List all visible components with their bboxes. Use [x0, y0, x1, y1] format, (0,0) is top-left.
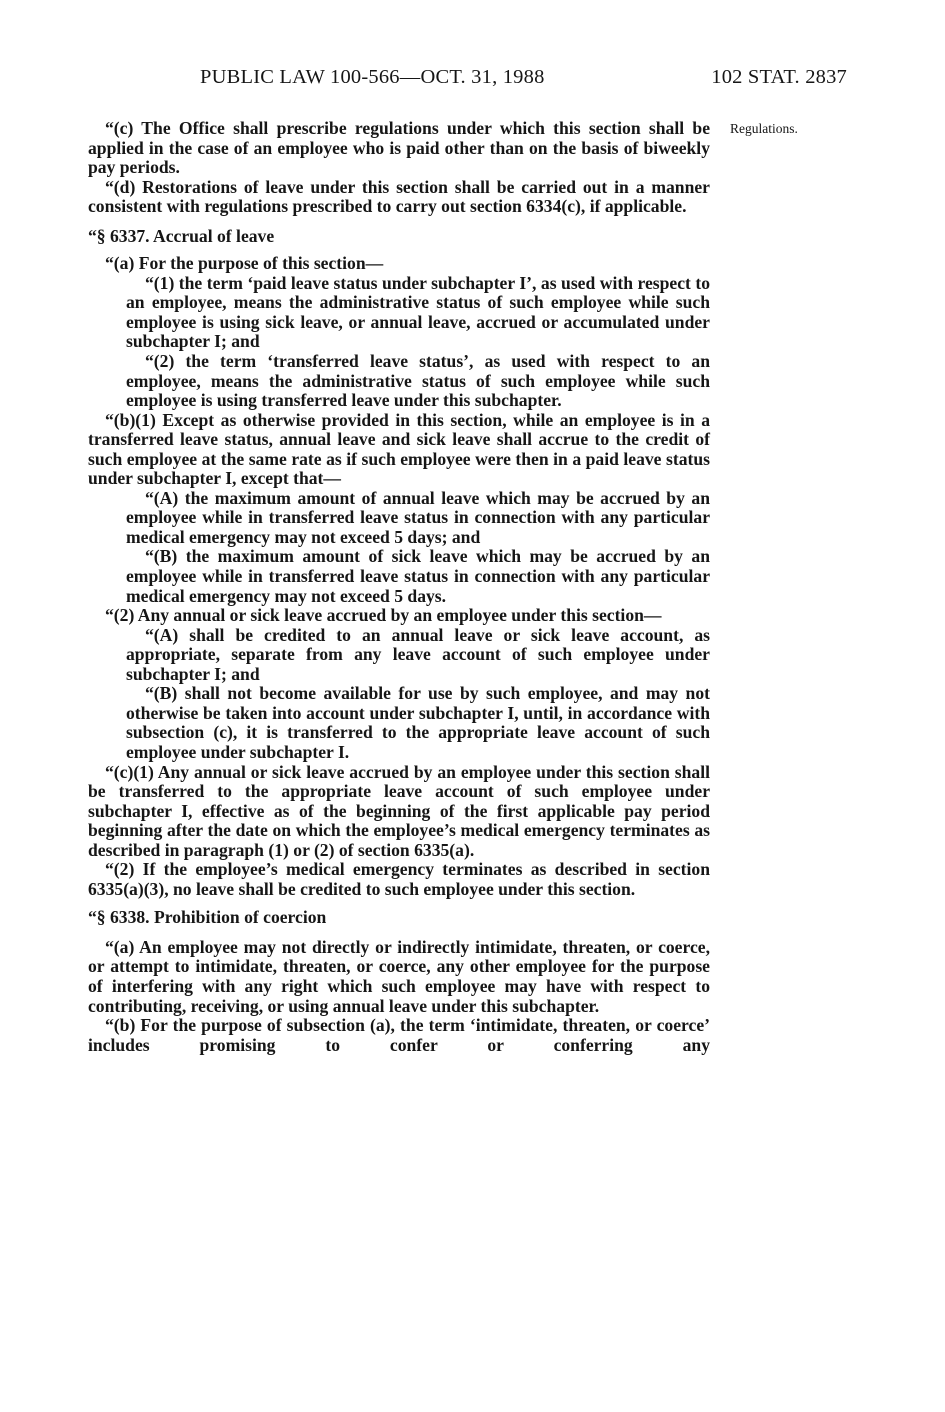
paragraph-6338-b: “(b) For the purpose of subsection (a), the term ‘intimidate, threaten, or coerce’ includes promising to confer or conferring any	[88, 1015, 710, 1055]
document-body	[88, 119, 710, 1055]
margin-note: Regulations.	[730, 121, 798, 136]
section-6337-heading: “§ 6337. Accrual of leave	[88, 225, 275, 246]
paragraph-c: “(c) The Office shall prescribe regulations under which this section shall be applied in the case of an employee who is paid other than on the basis of biweekly pay periods.	[88, 118, 710, 178]
paragraph-6337-b2: “(2) Any annual or sick leave accrued by an employee under this section—	[105, 605, 662, 626]
paragraph-d: “(d) Restorations of leave under this section shall be carried out in a manner consistent with regulations prescribed to carry out section 6334(c), if applicable.	[88, 176, 710, 217]
paragraph-6337-b1: “(b)(1) Except as otherwise provided in this section, while an employee is in a transferred leave status, annual leave and sick leave shall accrue to the credit of such employee at the same rate as if such employee were then in a paid leave status under subchapter I, except that—	[88, 409, 710, 489]
running-header-title: PUBLIC LAW 100-566—OCT. 31, 1988	[200, 66, 545, 88]
paragraph-6337-b1A: “(A) the maximum amount of annual leave which may be accrued by an employee while in transferred leave status in connection with any particular medical emergency may not exceed 5 days; and	[126, 487, 710, 547]
paragraph-6337-c1: “(c)(1) Any annual or sick leave accrued by an employee under this section shall be transferred to the appropriate leave account of such employee under subchapter I, effective as of the beginning of the first applicable pay period beginning after the date on which the employee’s medical emergency terminates as described in paragraph (1) or (2) of section 6335(a).	[88, 761, 710, 860]
paragraph-6337-a1: “(1) the term ‘paid leave status under subchapter I’, as used with respect to an employee, means the administrative status of such employee while such employee is using sick leave, or annual leave, accrued or accumulated under subchapter I; and	[126, 272, 710, 352]
paragraph-6338-a: “(a) An employee may not directly or indirectly intimidate, threaten, or coerce, or attempt to intimidate, threaten, or coerce, any other employee for the purpose of interfering with any right which such employee may have with respect to contributing, receiving, or using annual leave under this subchapter.	[88, 936, 710, 1016]
paragraph-6337-c2: “(2) If the employee’s medical emergency terminates as described in section 6335(a)(3), no leave shall be credited to such employee under this section.	[88, 859, 710, 899]
paragraph-6337-b1B: “(B) the maximum amount of sick leave which may be accrued by an employee while in transferred leave status in connection with any particular medical emergency may not exceed 5 days.	[126, 546, 710, 606]
running-header-page: 102 STAT. 2837	[711, 66, 847, 88]
paragraph-6337-b2A: “(A) shall be credited to an annual leave or sick leave account, as appropriate, separate from any leave account of such employee under subchapter I; and	[126, 624, 710, 684]
paragraph-6337-a: “(a) For the purpose of this section—	[105, 253, 384, 274]
paragraph-6337-a2: “(2) the term ‘transferred leave status’, as used with respect to an employee, means the administrative status of such employee while such employee is using transferred leave under this subchapter.	[126, 351, 710, 411]
paragraph-6337-b2B: “(B) shall not become available for use by such employee, and may not otherwise be taken into account under subchapter I, until, in accordance with subsection (c), it is transferred to the appropriate leave account of such employee under subchapter I.	[126, 683, 710, 762]
section-6338-heading: “§ 6338. Prohibition of coercion	[88, 907, 327, 928]
